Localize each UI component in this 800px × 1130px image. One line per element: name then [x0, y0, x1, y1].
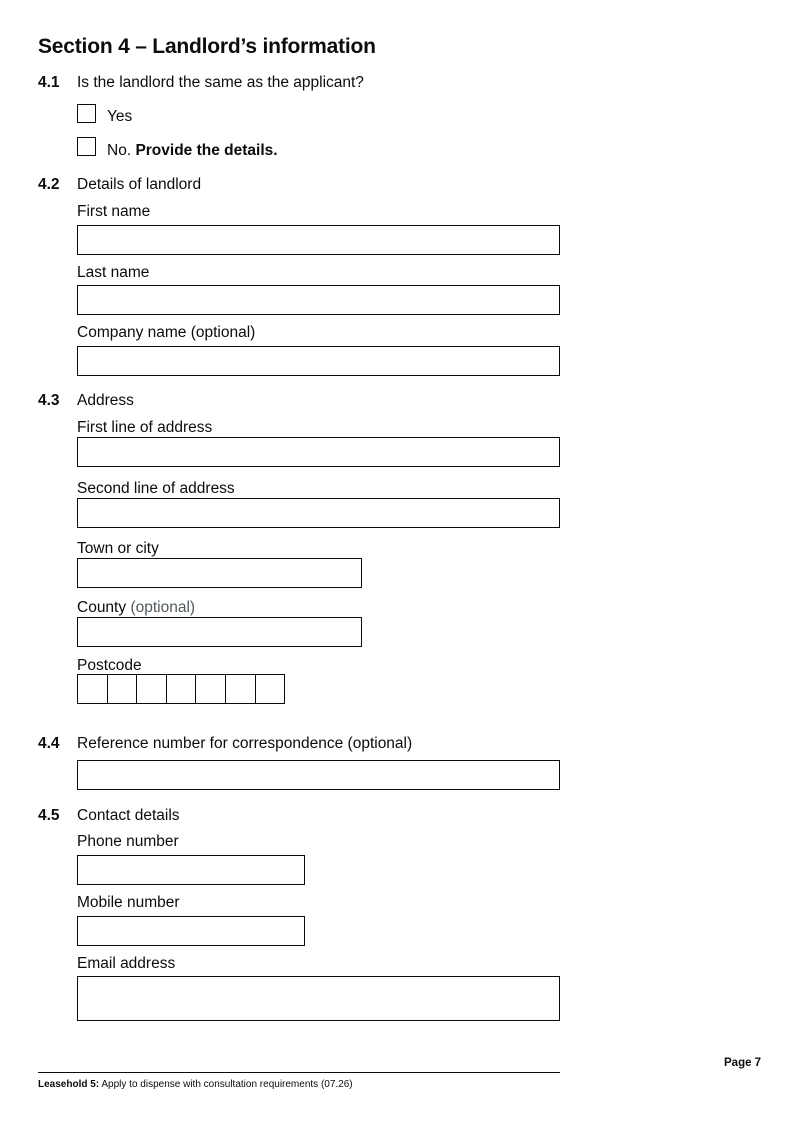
town-field[interactable] [77, 558, 362, 588]
footer-form-title: Apply to dispense with consultation requirements (07.26) [101, 1079, 353, 1090]
company-name-label: Company name (optional) [77, 324, 256, 341]
address-line1-label: First line of address [77, 419, 213, 436]
page-number: Page 7 [724, 1057, 762, 1069]
question-text-4-3: Address [77, 392, 134, 409]
address-line2-label: Second line of address [77, 480, 235, 497]
no-label-instruction: Provide the details. [135, 142, 278, 159]
postcode-char-box[interactable] [107, 674, 138, 704]
mobile-label: Mobile number [77, 894, 180, 911]
postcode-char-box[interactable] [195, 674, 226, 704]
mobile-field[interactable] [77, 916, 305, 946]
question-number-4-5: 4.5 [38, 807, 60, 824]
postcode-char-box[interactable] [166, 674, 197, 704]
no-label [107, 142, 278, 160]
first-name-label: First name [77, 203, 151, 220]
question-number-4-2: 4.2 [38, 176, 60, 193]
first-name-field[interactable] [77, 225, 560, 255]
no-checkbox[interactable] [77, 137, 96, 156]
footer-form-reference [38, 1079, 353, 1090]
question-text-4-2: Details of landlord [77, 176, 202, 193]
county-label [77, 599, 195, 617]
company-name-field[interactable] [77, 346, 560, 376]
question-text-4-4: Reference number for correspondence (optional) [77, 735, 413, 752]
postcode-char-box[interactable] [255, 674, 286, 704]
last-name-field[interactable] [77, 285, 560, 315]
address-line1-field[interactable] [77, 437, 560, 467]
town-label: Town or city [77, 540, 159, 557]
phone-field[interactable] [77, 855, 305, 885]
postcode-char-box[interactable] [225, 674, 256, 704]
question-number-4-1: 4.1 [38, 74, 60, 91]
email-label: Email address [77, 955, 176, 972]
question-number-4-4: 4.4 [38, 735, 60, 752]
no-label-prefix: No. [107, 142, 132, 159]
section-title: Section 4 – Landlord’s information [38, 35, 376, 58]
question-text-4-1: Is the landlord the same as the applicant? [77, 74, 364, 91]
email-field[interactable] [77, 976, 560, 1021]
reference-number-field[interactable] [77, 760, 560, 790]
yes-checkbox[interactable] [77, 104, 96, 123]
question-text-4-5: Contact details [77, 807, 180, 824]
postcode-field [77, 674, 285, 704]
county-optional-text: (optional) [130, 599, 196, 616]
question-number-4-3: 4.3 [38, 392, 60, 409]
footer-form-name: Leasehold 5: [38, 1079, 100, 1090]
yes-label: Yes [107, 108, 133, 125]
phone-label: Phone number [77, 833, 179, 850]
postcode-char-box[interactable] [77, 674, 108, 704]
postcode-char-box[interactable] [136, 674, 167, 704]
footer-divider [38, 1072, 560, 1073]
address-line2-field[interactable] [77, 498, 560, 528]
county-field[interactable] [77, 617, 362, 647]
county-label-text: County [77, 599, 127, 616]
postcode-label: Postcode [77, 657, 142, 674]
last-name-label: Last name [77, 264, 150, 281]
